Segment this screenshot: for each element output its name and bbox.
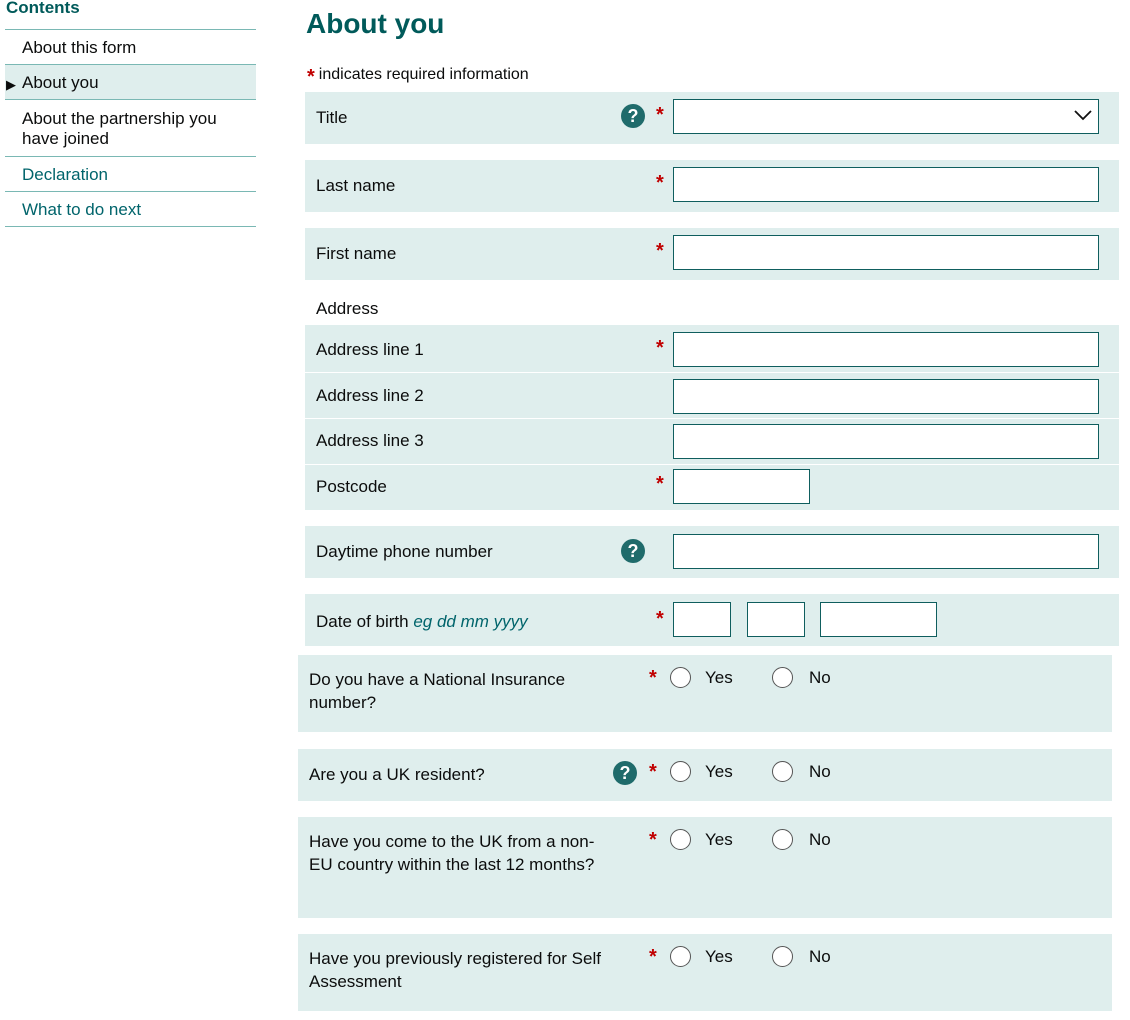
title-select[interactable] xyxy=(673,99,1099,134)
ni-number-yes-label[interactable]: Yes xyxy=(705,668,733,687)
page-title: About you xyxy=(306,8,445,39)
postcode-input[interactable] xyxy=(673,469,810,504)
non-eu-question: Have you come to the UK from a non-EU country within the last 12 months? xyxy=(309,832,595,874)
first-name-input[interactable] xyxy=(673,235,1099,270)
current-page-arrow-icon: ▶ xyxy=(6,77,16,92)
non-eu-yes-label[interactable]: Yes xyxy=(705,830,733,849)
sidebar-item-what-to-do-next[interactable]: What to do next xyxy=(5,192,256,227)
dob-day-input[interactable] xyxy=(673,602,731,637)
dob-year-input[interactable] xyxy=(820,602,937,637)
date-of-birth-row xyxy=(305,594,1119,646)
daytime-phone-label: Daytime phone number xyxy=(316,542,493,561)
required-star-icon: * xyxy=(649,946,657,968)
self-assessment-yes-label[interactable]: Yes xyxy=(705,947,733,966)
address-line-1-input[interactable] xyxy=(673,332,1099,367)
required-star-icon: * xyxy=(656,104,664,126)
address-heading: Address xyxy=(316,299,379,318)
first-name-label: First name xyxy=(316,244,397,263)
address-line-3-input[interactable] xyxy=(673,424,1099,459)
first-name-row xyxy=(305,228,1119,280)
uk-resident-question: Are you a UK resident? xyxy=(309,765,485,784)
address-line-1-row xyxy=(305,325,1119,372)
help-icon[interactable]: ? xyxy=(621,104,645,128)
ni-number-yes-radio[interactable] xyxy=(670,667,691,688)
required-star-icon: * xyxy=(649,829,657,851)
uk-resident-no-radio[interactable] xyxy=(772,761,793,782)
daytime-phone-input[interactable] xyxy=(673,534,1099,569)
help-icon[interactable]: ? xyxy=(613,761,637,785)
contents-heading: Contents xyxy=(5,0,256,30)
non-eu-row xyxy=(298,817,1112,918)
uk-resident-yes-label[interactable]: Yes xyxy=(705,762,733,781)
self-assessment-question: Have you previously registered for Self Assessment xyxy=(309,949,601,991)
last-name-input[interactable] xyxy=(673,167,1099,202)
non-eu-no-radio[interactable] xyxy=(772,829,793,850)
dob-month-input[interactable] xyxy=(747,602,805,637)
required-star-icon: * xyxy=(656,608,664,630)
date-of-birth-label: Date of birth eg dd mm yyyy xyxy=(316,612,528,631)
address-line-2-input[interactable] xyxy=(673,379,1099,414)
required-note: * indicates required information xyxy=(307,66,529,88)
sidebar-item-about-you[interactable]: ▶ About you xyxy=(5,65,256,100)
date-format-hint: eg dd mm yyyy xyxy=(413,612,528,631)
address-line-2-row xyxy=(305,373,1119,418)
uk-resident-no-label[interactable]: No xyxy=(809,762,831,781)
ni-number-no-radio[interactable] xyxy=(772,667,793,688)
self-assessment-no-label[interactable]: No xyxy=(809,947,831,966)
uk-resident-yes-radio[interactable] xyxy=(670,761,691,782)
ni-number-question: Do you have a National Insurance number? xyxy=(309,670,566,712)
address-line-1-label: Address line 1 xyxy=(316,340,424,359)
self-assessment-yes-radio[interactable] xyxy=(670,946,691,967)
help-icon[interactable]: ? xyxy=(621,539,645,563)
title-row xyxy=(305,92,1119,144)
self-assessment-no-radio[interactable] xyxy=(772,946,793,967)
sidebar-item-declaration[interactable]: Declaration xyxy=(5,157,256,192)
last-name-label: Last name xyxy=(316,176,396,195)
sidebar-item-about-partnership[interactable]: About the partnership you have joined xyxy=(5,100,256,157)
non-eu-no-label[interactable]: No xyxy=(809,830,831,849)
postcode-label: Postcode xyxy=(316,477,387,496)
address-line-3-label: Address line 3 xyxy=(316,431,424,450)
required-star-icon: * xyxy=(656,337,664,359)
required-star-icon: * xyxy=(656,172,664,194)
required-star-icon: * xyxy=(656,473,664,495)
chevron-down-icon xyxy=(1074,109,1092,121)
daytime-phone-row xyxy=(305,526,1119,578)
sidebar-item-about-this-form[interactable]: About this form xyxy=(5,30,256,65)
ni-number-no-label[interactable]: No xyxy=(809,668,831,687)
uk-resident-row xyxy=(298,749,1112,801)
address-line-2-label: Address line 2 xyxy=(316,386,424,405)
title-label: Title xyxy=(316,108,348,127)
non-eu-yes-radio[interactable] xyxy=(670,829,691,850)
address-line-3-row xyxy=(305,419,1119,464)
self-assessment-row xyxy=(298,934,1112,1011)
postcode-row xyxy=(305,465,1119,510)
last-name-row xyxy=(305,160,1119,212)
required-star-icon: * xyxy=(656,240,664,262)
ni-number-row xyxy=(298,655,1112,732)
required-star-icon: * xyxy=(307,66,315,88)
required-star-icon: * xyxy=(649,667,657,689)
contents-sidebar xyxy=(5,0,256,227)
required-star-icon: * xyxy=(649,761,657,783)
